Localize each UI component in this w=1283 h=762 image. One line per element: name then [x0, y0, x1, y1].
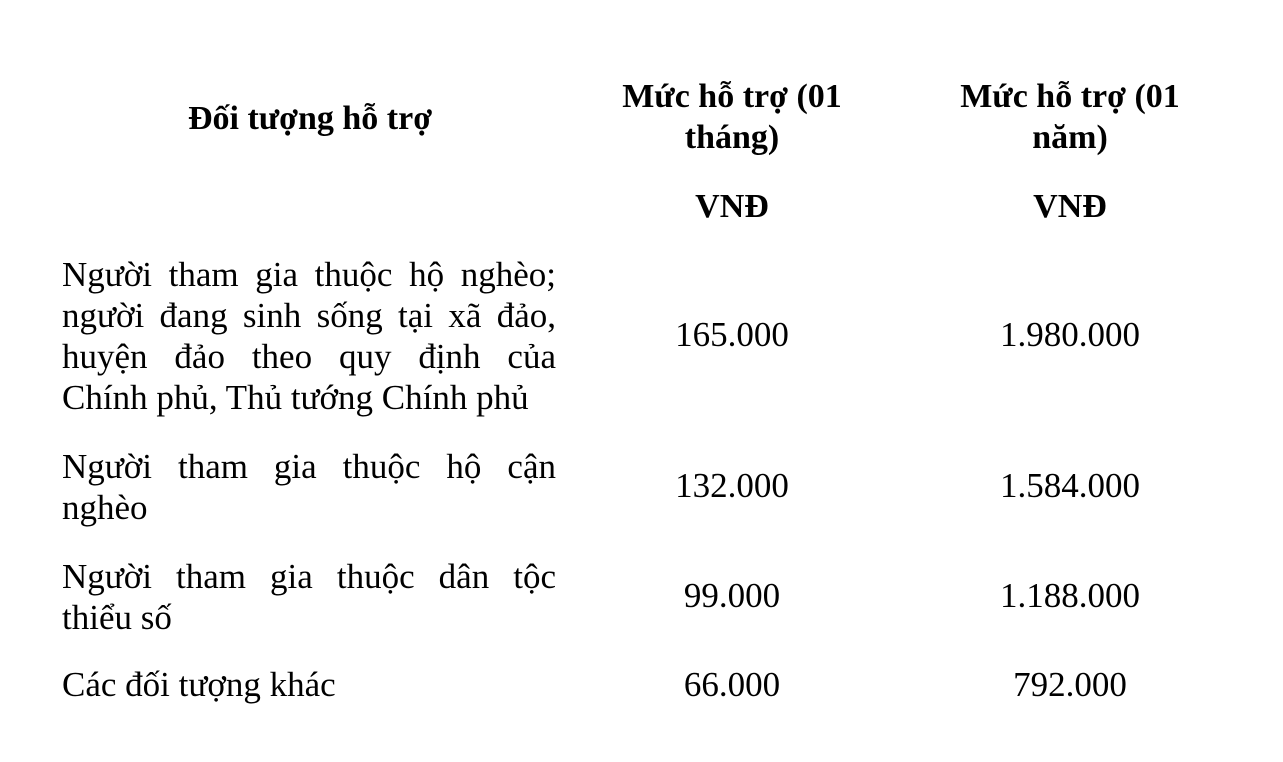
row-3-yearly: 1.188.000 [1000, 576, 1140, 615]
header-yearly [920, 76, 1220, 158]
header-monthly-unit: VNĐ [695, 188, 769, 225]
row-1-yearly: 1.980.000 [1000, 315, 1140, 354]
header-monthly-line2: tháng) [684, 119, 780, 156]
row-2-yearly: 1.584.000 [1000, 466, 1140, 505]
header-yearly-unit: VNĐ [1033, 188, 1107, 225]
row-4-monthly: 66.000 [683, 665, 781, 704]
row-1-subject: Người tham gia thuộc hộ nghèo; người đang sinh sống tại xã đảo, huyện đảo theo quy định của Chính phủ, Thủ tướng Chính phủ [62, 255, 556, 417]
row-4-yearly: 792.000 [1013, 665, 1127, 704]
row-1-monthly: 165.000 [675, 315, 789, 354]
header-subject-label: Đối tượng hỗ trợ [187, 100, 433, 137]
row-3-monthly: 99.000 [683, 576, 781, 615]
header-subject [130, 98, 490, 139]
header-yearly-line1: Mức hỗ trợ (01 [960, 78, 1180, 115]
header-monthly [582, 76, 882, 158]
header-monthly-line1: Mức hỗ trợ (01 [622, 78, 842, 115]
row-4-subject: Các đối tượng khác [62, 665, 336, 704]
header-yearly-line2: năm) [1032, 119, 1108, 156]
row-3-subject: Người tham gia thuộc dân tộc thiểu số [62, 557, 556, 637]
row-2-monthly: 132.000 [675, 466, 789, 505]
row-2-subject: Người tham gia thuộc hộ cận nghèo [62, 447, 556, 527]
